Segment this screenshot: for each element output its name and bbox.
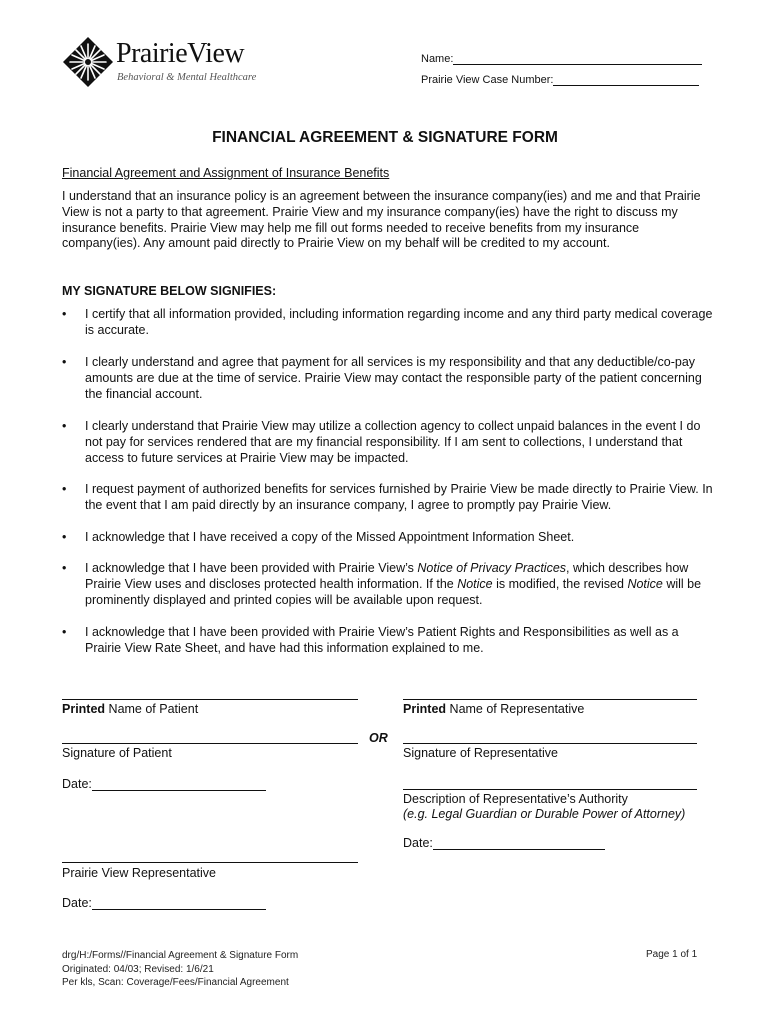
signifies-heading: MY SIGNATURE BELOW SIGNIFIES: bbox=[62, 284, 277, 298]
date-label: Date: bbox=[62, 896, 92, 910]
page-title: FINANCIAL AGREEMENT & SIGNATURE FORM bbox=[212, 129, 558, 146]
privacy-text-1: I acknowledge that I have been provided with Prairie View’s bbox=[85, 561, 418, 575]
privacy-notice-title: Notice of Privacy Practices bbox=[417, 561, 567, 575]
printed-name-rep-line[interactable] bbox=[403, 699, 697, 700]
bullet-icon: • bbox=[62, 561, 67, 575]
list-item-text: I acknowledge that I have received a copy of the Missed Appointment Information Sheet. bbox=[85, 530, 575, 544]
bullet-icon: • bbox=[62, 530, 67, 544]
bullet-icon: • bbox=[62, 419, 67, 433]
authority-example: (e.g. Legal Guardian or Durable Power of Attorney) bbox=[403, 807, 686, 821]
date-label: Date: bbox=[403, 836, 433, 850]
printed-bold: Printed bbox=[403, 702, 447, 716]
bullet-icon: • bbox=[62, 355, 67, 369]
footer-line-2: Originated: 04/03; Revised: 1/6/21 bbox=[62, 963, 214, 975]
name-field bbox=[421, 52, 702, 65]
intro-paragraph: I understand that an insurance policy is an agreement between the insurance company(ies) and me and that Prairie View is not a party to that agreement. Prairie View and my insurance company(ies) have the right to discuss my insurance benefits. Prairie View may help me fill out forms needed to receive benefits from my insurance company(ies). Any amount paid directly to Prairie View on my behalf will be credited to my account. bbox=[62, 189, 701, 251]
pv-representative-line[interactable] bbox=[62, 862, 358, 863]
rep-date-field bbox=[403, 836, 605, 850]
list-item-text bbox=[85, 561, 715, 608]
privacy-text-3: is modified, the revised bbox=[492, 576, 628, 591]
signature-rep-label: Signature of Representative bbox=[403, 746, 558, 760]
list-item-text: I clearly understand and agree that payment for all services is my responsibility and that any deductible/co-pay amounts are due at the time of service. Prairie View may contact the responsible party of the patient concerning the financial account. bbox=[85, 355, 702, 401]
footer-meta bbox=[62, 949, 298, 990]
privacy-text-2: , which describes how Prairie View uses and discloses protected health information. If the bbox=[85, 561, 689, 591]
pv-representative-label: Prairie View Representative bbox=[62, 866, 217, 880]
printed-name-rep-label bbox=[403, 702, 584, 716]
notice-term: Notice bbox=[627, 576, 663, 591]
case-number-line[interactable] bbox=[553, 73, 699, 86]
notice-term: Notice bbox=[457, 576, 493, 591]
footer-line-3: Per kls, Scan: Coverage/Fees/Financial Agreement bbox=[62, 977, 289, 988]
printed-rep-rest: Name of Representative bbox=[446, 702, 585, 716]
pv-date-field bbox=[62, 896, 266, 910]
case-number-label: Prairie View Case Number: bbox=[421, 74, 554, 86]
bullet-icon: • bbox=[62, 307, 67, 321]
list-item-text: I request payment of authorized benefits for services furnished by Prairie View be made directly to Prairie View. In the event that I am paid directly by an insurance company, I agree to promptly pay Prairie View. bbox=[85, 482, 713, 512]
printed-bold: Printed bbox=[62, 702, 106, 716]
privacy-text-4: will be prominently displayed and printed copies will be available upon request. bbox=[85, 576, 702, 607]
section-subheading: Financial Agreement and Assignment of Insurance Benefits bbox=[62, 166, 390, 180]
signature-rep-line[interactable] bbox=[403, 743, 697, 744]
list-item-text: I acknowledge that I have been provided with Prairie View’s Patient Rights and Responsibilities as well as a Prairie View Rate Sheet, and have had this information explained to me. bbox=[85, 625, 679, 655]
pv-date-line[interactable] bbox=[92, 897, 266, 910]
list-item-text: I certify that all information provided, including information regarding income and any third party medical coverage is accurate. bbox=[85, 307, 713, 337]
printed-name-patient-label bbox=[62, 702, 198, 716]
logo bbox=[62, 36, 282, 90]
logo-tagline: Behavioral & Mental Healthcare bbox=[117, 72, 257, 83]
signature-patient-line[interactable] bbox=[62, 743, 358, 744]
authority-label: Description of Representative’s Authority bbox=[403, 792, 628, 806]
rep-date-line[interactable] bbox=[433, 837, 605, 850]
bullet-icon: • bbox=[62, 482, 67, 496]
page-number: Page 1 of 1 bbox=[646, 949, 698, 960]
starburst-logo-icon bbox=[62, 36, 114, 88]
list-item-text: I clearly understand that Prairie View may utilize a collection agency to collect unpaid balances in the event I do not pay for services rendered that are my financial responsibility. If I am sent to collections, I understand that access to future services at Prairie View may be impacted. bbox=[85, 419, 701, 465]
or-label: OR bbox=[369, 731, 388, 745]
date-label: Date: bbox=[62, 777, 92, 791]
signature-patient-label: Signature of Patient bbox=[62, 746, 172, 760]
authority-line[interactable] bbox=[403, 789, 697, 790]
bullet-icon: • bbox=[62, 625, 67, 639]
patient-date-field bbox=[62, 777, 266, 791]
printed-name-patient-line[interactable] bbox=[62, 699, 358, 700]
patient-date-line[interactable] bbox=[92, 778, 266, 791]
name-label: Name: bbox=[421, 53, 454, 65]
case-number-field bbox=[421, 73, 699, 86]
logo-name: PrairieView bbox=[116, 38, 245, 69]
printed-patient-rest: Name of Patient bbox=[105, 702, 199, 716]
name-line[interactable] bbox=[453, 52, 702, 65]
footer-line-1: drg/H:/Forms//Financial Agreement & Signature Form bbox=[62, 950, 299, 961]
